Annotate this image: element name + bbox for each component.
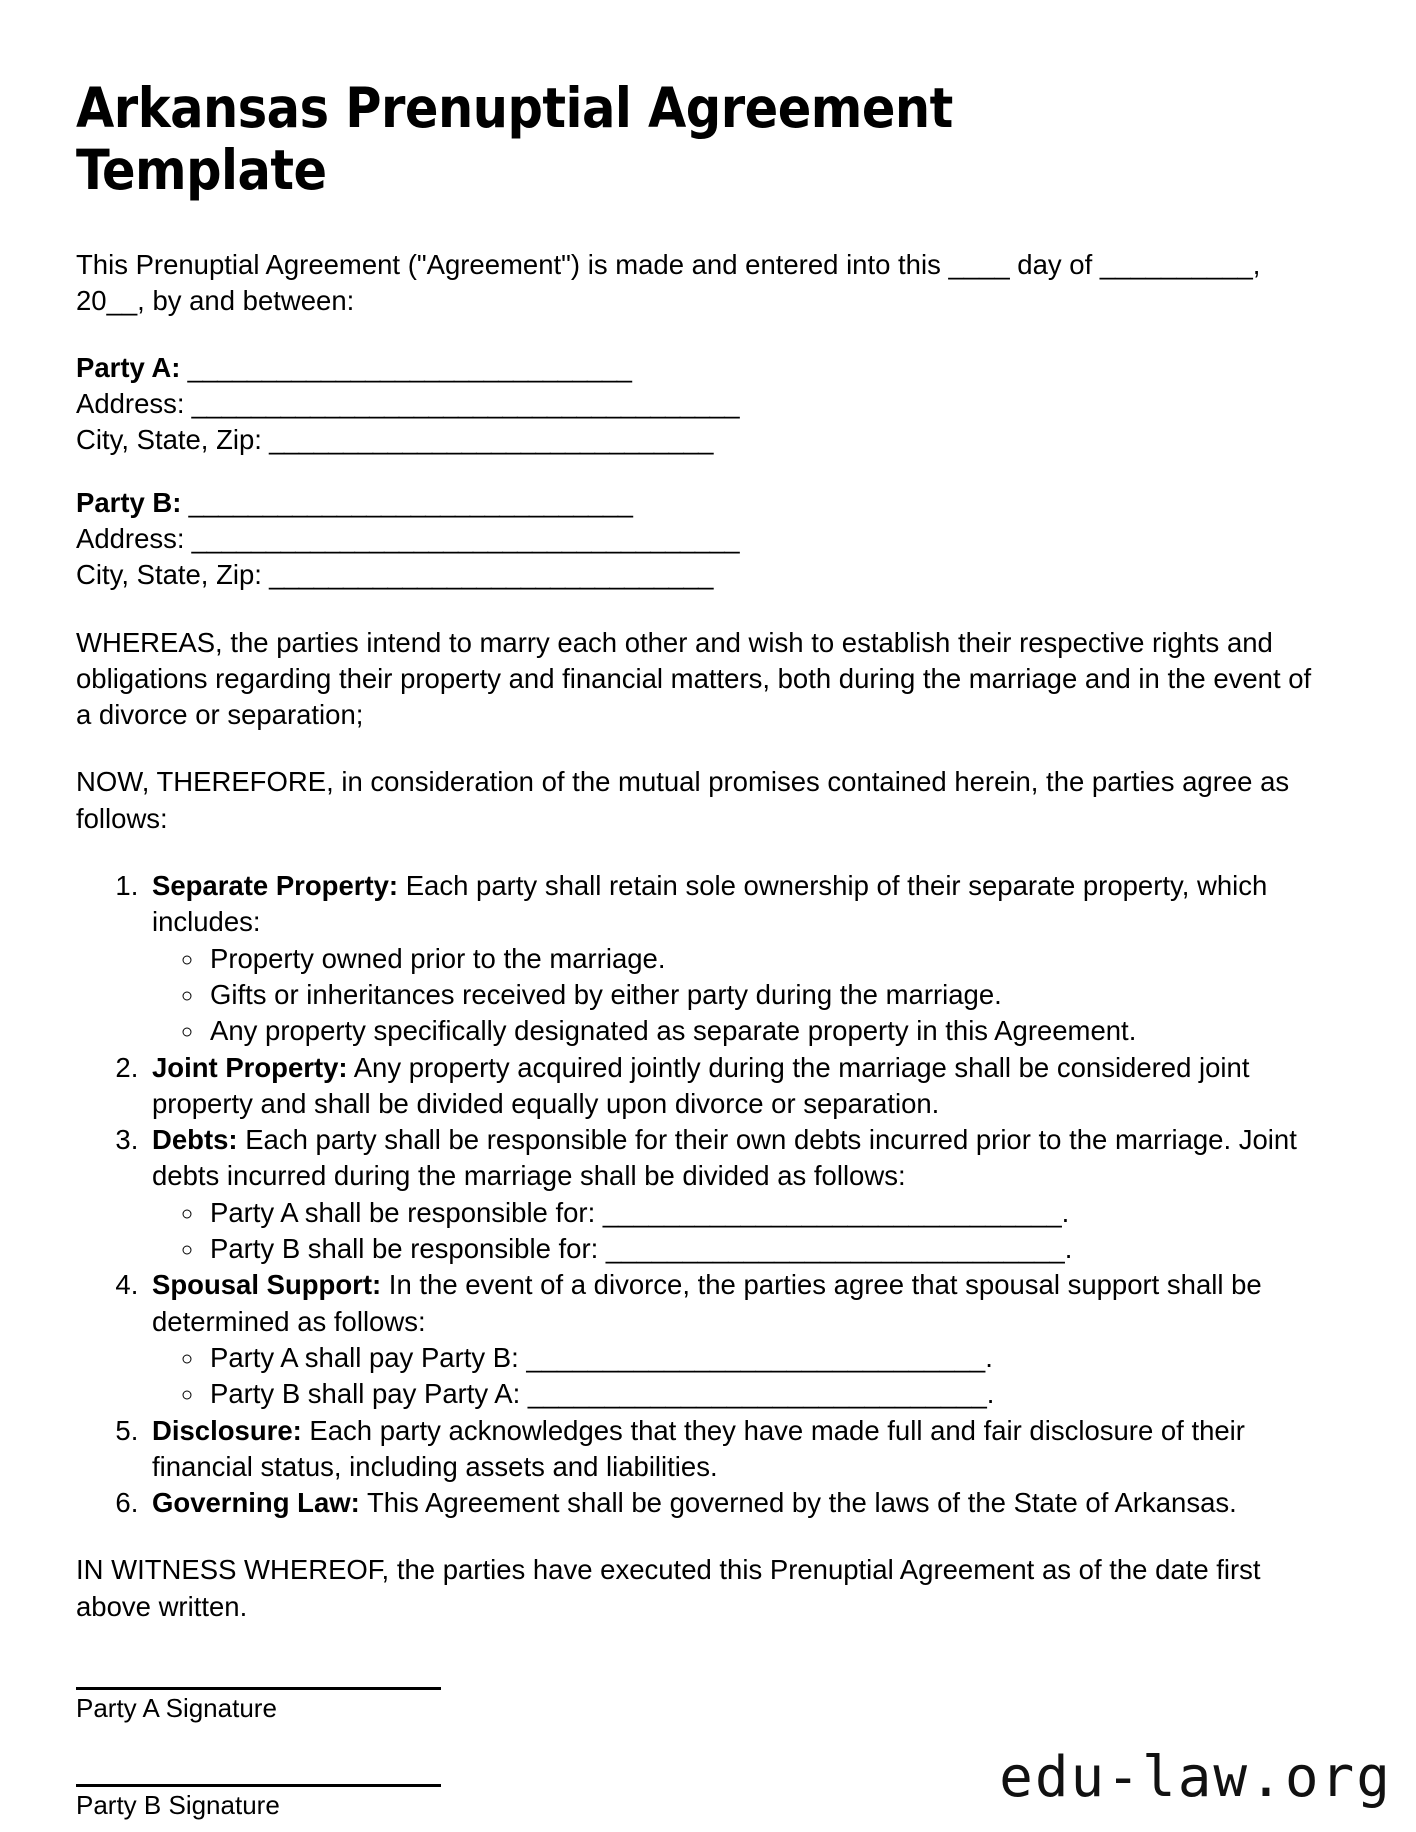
party-a-label: Party A: <box>76 351 181 383</box>
intro-paragraph: This Prenuptial Agreement ("Agreement") is made and entered into this ____ day of __________, 20__, by and between: <box>76 249 1261 317</box>
party-a-block <box>76 350 1324 459</box>
term-text: Each party shall retain sole ownership of their separate property, which includes: <box>152 870 1268 938</box>
term-label: Disclosure: <box>152 1414 302 1446</box>
watermark: edu-law.org <box>999 1745 1392 1810</box>
term-text: In the event of a divorce, the parties agree that spousal support shall be determined as follows: <box>152 1269 1262 1337</box>
party-a-address-blank: _____________________________________ <box>184 388 740 420</box>
term-subitems <box>152 941 1324 1050</box>
party-b-address-line <box>76 521 1324 557</box>
party-b-city-blank: ______________________________ <box>261 559 713 591</box>
term-subitem: ◦ Gifts or inheritances received by either party during the marriage. <box>206 977 1324 1013</box>
term-subitem: ◦ Any property specifically designated as separate property in this Agreement. <box>206 1013 1324 1049</box>
term-item <box>146 1485 1324 1521</box>
term-item <box>146 1050 1324 1123</box>
term-label: Governing Law: <box>152 1487 360 1519</box>
term-label: Debts: <box>152 1124 238 1156</box>
party-a-name-line <box>76 350 1324 386</box>
party-b-name-blank: ______________________________ <box>181 486 633 518</box>
party-b-address-blank: _____________________________________ <box>184 522 740 554</box>
party-b-name-line <box>76 485 1324 521</box>
term-subitem: ◦ Party A shall pay Party B: ______________________________. <box>206 1340 1324 1376</box>
term-item <box>146 868 1324 1049</box>
signature-line <box>76 1687 441 1690</box>
signature-line <box>76 1784 441 1787</box>
party-a-city-line <box>76 422 1324 458</box>
term-item <box>146 1122 1324 1267</box>
party-a-name-blank: ______________________________ <box>180 351 632 383</box>
term-text: This Agreement shall be governed by the laws of the State of Arkansas. <box>359 1487 1237 1519</box>
term-label: Separate Property: <box>152 870 399 902</box>
term-subitem: ◦ Property owned prior to the marriage. <box>206 941 1324 977</box>
party-b-label: Party B: <box>76 486 182 518</box>
term-text: Each party acknowledges that they have made full and fair disclosure of their financial status, including assets and liabilities. <box>152 1414 1245 1482</box>
whereas-paragraph: WHEREAS, the parties intend to marry each other and wish to establish their respective rights and obligations regarding their property and financial matters, both during the marriage and in the event of a divorce or separation; <box>76 626 1312 731</box>
term-label: Joint Property: <box>152 1051 348 1083</box>
party-b-city-line <box>76 557 1324 593</box>
term-item <box>146 1413 1324 1486</box>
term-subitems <box>152 1195 1324 1268</box>
party-b-city-label: City, State, Zip: <box>76 559 262 591</box>
document-content <box>76 78 1324 1823</box>
party-a-city-label: City, State, Zip: <box>76 424 262 456</box>
party-a-city-blank: ______________________________ <box>261 424 713 456</box>
term-subitems <box>152 1340 1324 1413</box>
party-b-address-label: Address: <box>76 522 185 554</box>
term-text: Any property acquired jointly during the marriage shall be considered joint property and shall be divided equally upon divorce or separation. <box>152 1051 1250 1119</box>
witness-paragraph: IN WITNESS WHEREOF, the parties have executed this Prenuptial Agreement as of the date first above written. <box>76 1554 1261 1622</box>
page-title: Arkansas Prenuptial Agreement Template <box>76 76 953 202</box>
signature-label: Party A Signature <box>76 1692 277 1723</box>
term-item <box>146 1267 1324 1412</box>
term-label: Spousal Support: <box>152 1269 382 1301</box>
term-subitem: ◦ Party A shall be responsible for: ______________________________. <box>206 1195 1324 1231</box>
term-subitem: ◦ Party B shall pay Party A: ______________________________. <box>206 1376 1324 1412</box>
now-therefore-paragraph: NOW, THEREFORE, in consideration of the mutual promises contained herein, the parties agree as follows: <box>76 766 1290 834</box>
party-b-block <box>76 485 1324 594</box>
terms-list <box>76 868 1324 1521</box>
term-subitem: ◦ Party B shall be responsible for: ______________________________. <box>206 1231 1324 1267</box>
signature-block-party-a <box>76 1687 1324 1726</box>
signature-label: Party B Signature <box>76 1789 280 1820</box>
term-text: Each party shall be responsible for their own debts incurred prior to the marriage. Joint debts incurred during the marriage shall be divided as follows: <box>152 1124 1297 1192</box>
party-a-address-label: Address: <box>76 388 185 420</box>
party-a-address-line <box>76 386 1324 422</box>
